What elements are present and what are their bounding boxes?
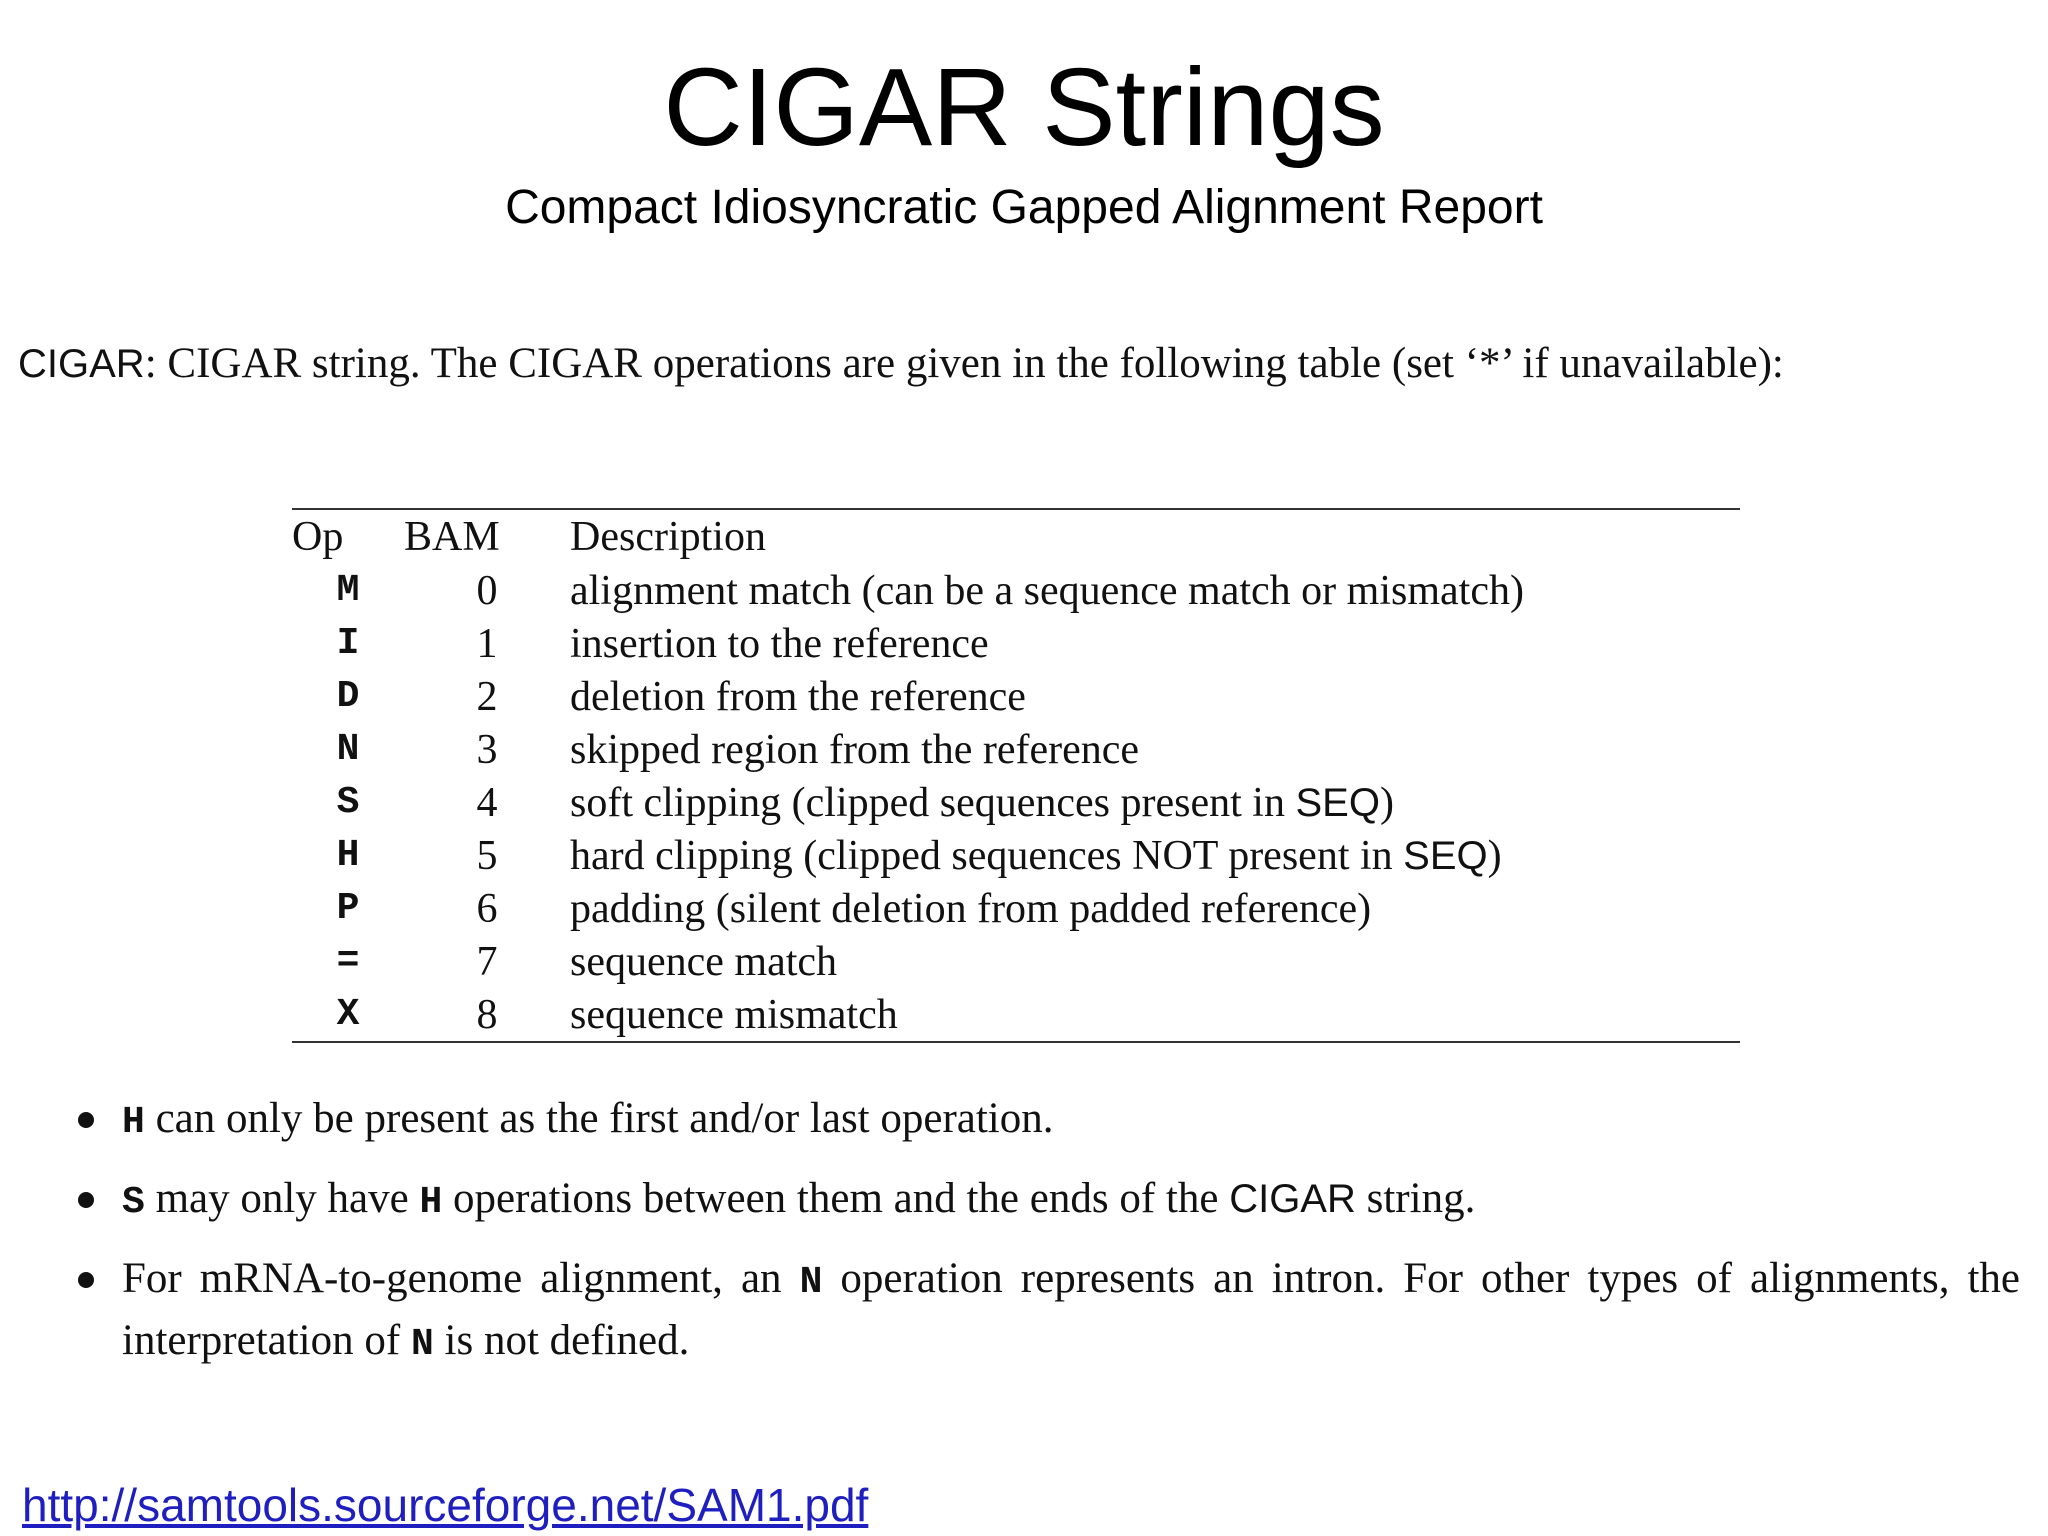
bullet-text-part: is not defined. [433, 1317, 690, 1364]
description-text: soft clipping (clipped sequences present in [570, 779, 1296, 826]
bullet-text-part: string. [1355, 1175, 1476, 1222]
bullet-text-part: For mRNA-to-genome alignment, an [122, 1255, 800, 1302]
description-text: hard clipping (clipped sequences NOT present in [570, 832, 1404, 879]
description-suffix: ) [1379, 779, 1394, 826]
table-row [292, 829, 1740, 882]
bullet-text-part: can only be present as the first and/or last operation. [144, 1095, 1054, 1142]
cell-op: S [336, 781, 360, 824]
cell-bam: 1 [476, 620, 498, 667]
description-text: sequence match [570, 938, 838, 985]
bullet-item [70, 1090, 2020, 1152]
bullet-dot-icon [78, 1112, 94, 1128]
rules-bullet-list [70, 1090, 2020, 1392]
cell-bam: 7 [476, 938, 498, 985]
bullet-item [70, 1170, 2020, 1232]
bullet-text-part: operation represents an intron. For other types of alignments, the interpretation of [122, 1255, 2020, 1364]
cell-op: P [336, 887, 360, 930]
description-text: padding (silent deletion from padded reference) [570, 885, 1372, 932]
source-link[interactable]: http://samtools.sourceforge.net/SAM1.pdf [22, 1479, 869, 1531]
cell-description [570, 882, 1740, 935]
cigar-operations-table [292, 508, 1740, 1043]
table-row [292, 776, 1740, 829]
cell-description [570, 988, 1740, 1041]
cell-op: X [336, 993, 360, 1036]
bullet-text-part: CIGAR [1229, 1177, 1356, 1221]
table-row [292, 564, 1740, 617]
bullet-text-part: operations between them and the ends of the [442, 1175, 1230, 1222]
table-body [292, 564, 1740, 1041]
cell-op: H [336, 834, 360, 877]
table-row [292, 935, 1740, 988]
cell-bam: 3 [476, 726, 498, 773]
cell-bam: 5 [476, 832, 498, 879]
table-header-row [292, 510, 1740, 564]
cell-bam: 8 [476, 991, 498, 1038]
cell-description [570, 564, 1740, 617]
bullet-item [70, 1250, 2020, 1374]
table-row [292, 723, 1740, 776]
cell-description [570, 670, 1740, 723]
description-field-name: SEQ [1295, 780, 1380, 825]
bullet-dot-icon [78, 1272, 94, 1288]
description-text: sequence mismatch [570, 991, 898, 1038]
description-field-name: SEQ [1403, 833, 1488, 878]
cell-description [570, 935, 1740, 988]
slide-title: CIGAR Strings [663, 46, 1385, 169]
cell-bam: 2 [476, 673, 498, 720]
bullet-text-part: N [799, 1261, 823, 1304]
bullet-text-part: N [410, 1323, 434, 1366]
description-text: insertion to the reference [570, 620, 989, 667]
header-op: Op [292, 514, 344, 560]
intro-paragraph [18, 335, 2018, 393]
description-text: alignment match (can be a sequence match or mismatch) [570, 567, 1524, 614]
bullet-dot-icon [78, 1192, 94, 1208]
table-row [292, 988, 1740, 1041]
bullet-text-part: may only have [144, 1175, 420, 1222]
bullet-text-part: H [419, 1181, 443, 1224]
intro-label: CIGAR [18, 342, 145, 386]
table-row [292, 670, 1740, 723]
description-text: skipped region from the reference [570, 726, 1140, 773]
cell-description [570, 617, 1740, 670]
slide-subtitle: Compact Idiosyncratic Gapped Alignment Report [505, 181, 1543, 234]
cell-description [570, 829, 1740, 882]
cell-op: D [336, 675, 360, 718]
header-bam: BAM [404, 514, 500, 560]
header-description: Description [570, 514, 766, 560]
cell-op: M [336, 569, 360, 612]
table-row [292, 617, 1740, 670]
table-bottom-rule [292, 1041, 1740, 1043]
description-text: deletion from the reference [570, 673, 1026, 720]
cell-bam: 6 [476, 885, 498, 932]
bullet-text-part: H [122, 1101, 145, 1144]
cell-op: I [336, 622, 360, 665]
cell-bam: 0 [476, 567, 498, 614]
intro-text: : CIGAR string. The CIGAR operations are given in the following table (set ‘*’ if unavailable): [144, 340, 1784, 387]
cell-description [570, 723, 1740, 776]
cell-bam: 4 [476, 779, 498, 826]
bullet-text-part: S [122, 1181, 145, 1224]
cell-op: = [336, 940, 360, 983]
table-row [292, 882, 1740, 935]
ops-table [292, 510, 1740, 1041]
cell-description [570, 776, 1740, 829]
description-suffix: ) [1487, 832, 1502, 879]
cell-op: N [336, 728, 360, 771]
